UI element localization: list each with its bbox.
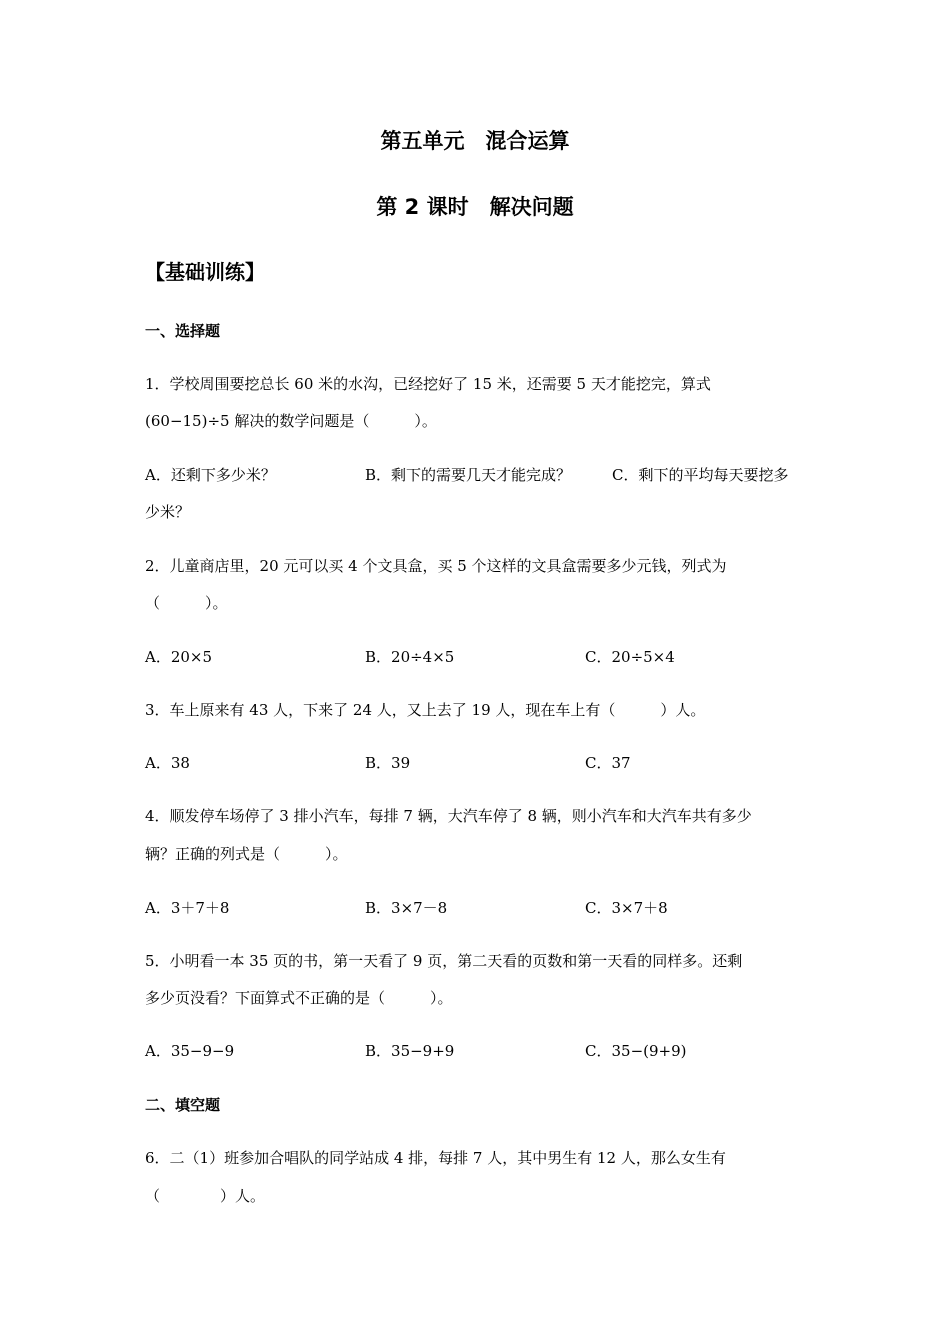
question-1-option-a: A．还剩下多少米？ (145, 466, 276, 484)
question-6-line-2: （ ）人。 (145, 1187, 266, 1205)
question-1-line-1: 1．学校周围要挖总长 60 米的水沟，已经挖好了 15 米，还需要 5 天才能挖完，算式 (145, 375, 711, 393)
question-5-line-2: 多少页没看？下面算式不正确的是（ ）。 (145, 989, 453, 1007)
question-2-line-2: （ ）。 (145, 594, 228, 612)
lesson-title: 第 2 课时 解决问题 (376, 195, 574, 219)
question-4-line-2: 辆？正确的列式是（ ）。 (145, 845, 348, 863)
basic-training-heading: 【基础训练】 (145, 260, 265, 284)
section-choice-heading: 一、选择题 (145, 322, 221, 340)
question-1-option-c-continued: 少米？ (145, 503, 191, 521)
question-4-option-b: B．3×7－8 (365, 899, 448, 917)
unit-title: 第五单元 混合运算 (380, 129, 570, 153)
question-6-line-1: 6．二（1）班参加合唱队的同学站成 4 排，每排 7 人，其中男生有 12 人，那么女生有 (145, 1149, 726, 1167)
question-1-line-2: (60−15)÷5 解决的数学问题是（ ）。 (145, 412, 437, 430)
question-5-option-c: C．35−(9+9) (585, 1042, 687, 1060)
question-3-option-c: C．37 (585, 754, 631, 772)
question-3-option-a: A．38 (145, 754, 190, 772)
question-1-option-b: B．剩下的需要几天才能完成？ (365, 466, 572, 484)
question-5-option-a: A．35−9−9 (145, 1042, 235, 1060)
question-2-option-b: B．20÷4×5 (365, 648, 455, 666)
question-3-option-b: B．39 (365, 754, 411, 772)
question-1-option-c: C．剩下的平均每天要挖多 (612, 466, 789, 484)
question-5-line-1: 5．小明看一本 35 页的书，第一天看了 9 页，第二天看的页数和第一天看的同样多。还剩 (145, 952, 743, 970)
question-2-option-c: C．20÷5×4 (585, 648, 675, 666)
question-2-option-a: A．20×5 (145, 648, 213, 666)
question-2-line-1: 2．儿童商店里，20 元可以买 4 个文具盒，买 5 个这样的文具盒需要多少元钱，列式为 (145, 557, 727, 575)
question-4-line-1: 4．顺发停车场停了 3 排小汽车，每排 7 辆，大汽车停了 8 辆，则小汽车和大汽车共有多少 (145, 807, 752, 825)
question-3-line-1: 3．车上原来有 43 人，下来了 24 人，又上去了 19 人，现在车上有（ ）人。 (145, 701, 706, 719)
question-4-option-a: A．3＋7＋8 (145, 899, 230, 917)
question-4-option-c: C．3×7＋8 (585, 899, 668, 917)
section-fill-heading: 二、填空题 (145, 1096, 221, 1114)
question-5-option-b: B．35−9+9 (365, 1042, 455, 1060)
